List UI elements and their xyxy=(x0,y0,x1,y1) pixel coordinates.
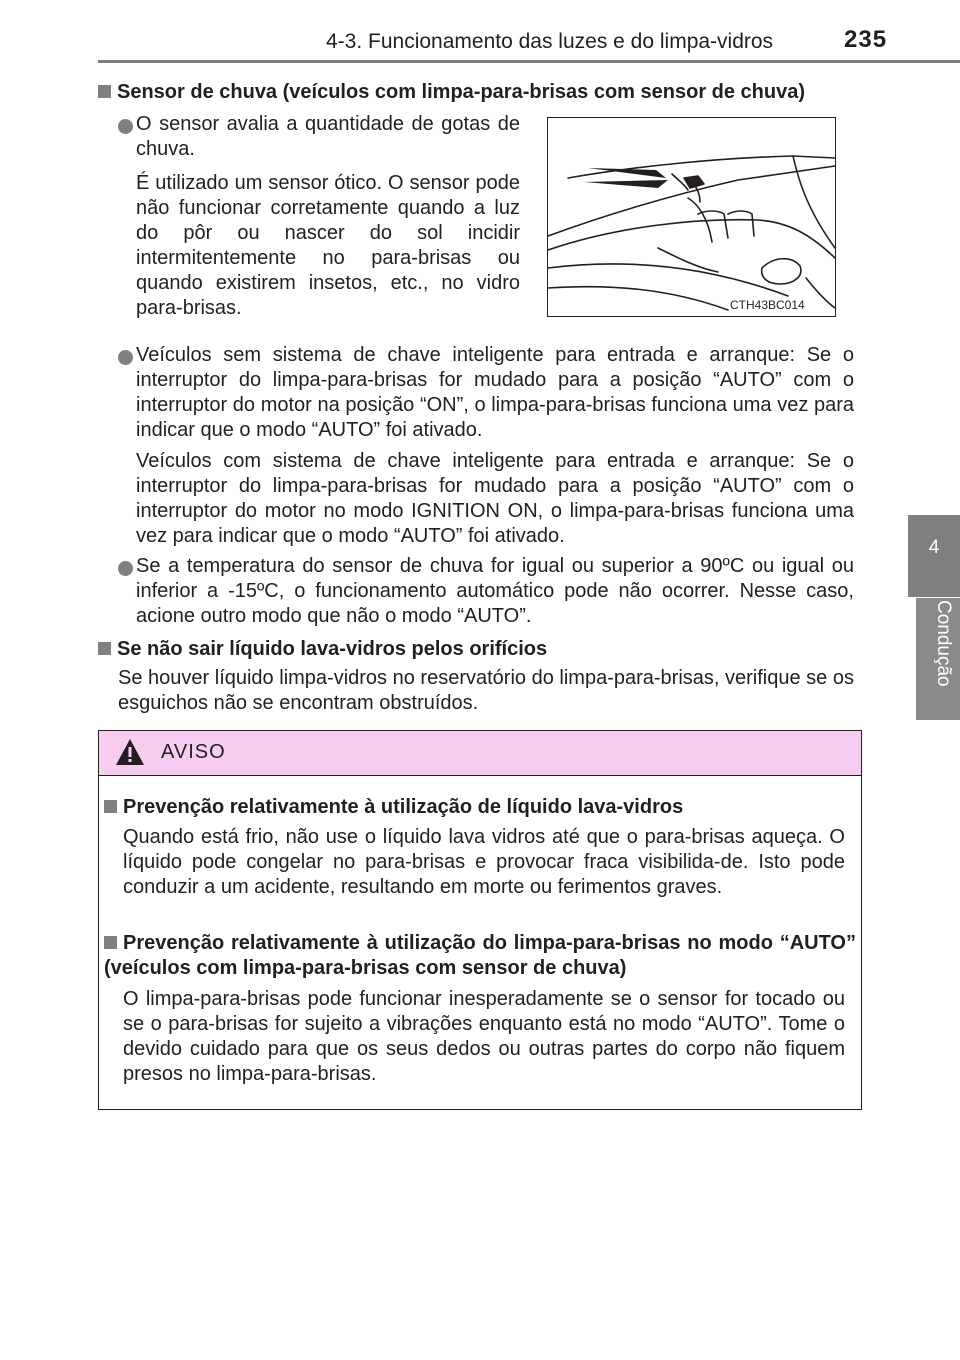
header-rule xyxy=(98,60,960,63)
warning-item-heading-text: Prevenção relativamente à utilização do limpa-para-brisas no modo “AUTO” (veículos com limpa-para-brisas com sensor de chuva) xyxy=(104,932,856,979)
square-bullet-icon xyxy=(98,85,111,98)
header-title: 4-3. Funcionamento das luzes e do limpa-vidros xyxy=(326,30,774,53)
round-bullet-icon xyxy=(118,350,133,365)
bullet-text: Veículos com sistema de chave inteligente para entrada e arranque: Se o interruptor do limpa-para-brisas for mudado para a posição “AUTO” com o interruptor do motor no modo IGNITION ON, o limpa-para-brisas funciona uma vez para indicar que o modo “AUTO” foi ativado. xyxy=(136,450,854,547)
warning-item-heading xyxy=(104,795,854,820)
chapter-label: Condução xyxy=(933,600,954,687)
rain-sensor-illustration xyxy=(547,117,836,317)
round-bullet-icon xyxy=(118,561,133,576)
square-bullet-icon xyxy=(104,800,117,813)
square-bullet-icon xyxy=(98,642,111,655)
figure-code: CTH43BC014 xyxy=(730,298,805,312)
chapter-number: 4 xyxy=(928,537,940,558)
bullet-text: O sensor avalia a quantidade de gotas de chuva. xyxy=(136,113,520,160)
warning-header xyxy=(99,731,861,776)
warning-item-body: O limpa-para-brisas pode funcionar inesperadamente se o sensor for tocado ou se o para-brisas for sujeito a vibrações enquanto está no modo “AUTO”. Tome o devido cuidado para que os seus dedos ou outras partes do corpo não fiquem presos no limpa-para-brisas. xyxy=(123,988,845,1085)
square-bullet-icon xyxy=(104,936,117,949)
bullet-text: Veículos sem sistema de chave inteligente para entrada e arranque: Se o interruptor do limpa-para-brisas for mudado para a posição “AUTO” com o interruptor do motor na posição “ON”, o limpa-para-brisas funciona uma vez para indicar que o modo “AUTO” foi ativado. xyxy=(136,344,854,441)
warning-box xyxy=(98,730,862,1110)
page-number: 235 xyxy=(844,26,888,53)
warning-item-body: Quando está frio, não use o líquido lava vidros até que o para-brisas aqueça. O líquido pode congelar no para-brisas e provocar fraca visibilida-de. Isto pode conduzir a um acidente, resultando em morte ou ferimentos graves. xyxy=(123,826,845,898)
round-bullet-icon xyxy=(118,119,133,134)
warning-triangle-icon xyxy=(115,738,145,766)
warning-item-heading xyxy=(104,931,856,981)
section-body: Se houver líquido limpa-vidros no reservatório do limpa-para-brisas, verifique se os esguichos não se encontram obstruídos. xyxy=(118,667,854,714)
section-heading-text: Sensor de chuva (veículos com limpa-para-brisas com sensor de chuva) xyxy=(117,81,806,103)
bullet-text: Se a temperatura do sensor de chuva for igual ou superior a 90ºC ou igual ou inferior a -15ºC, o funcionamento automático pode não ocorrer. Nesse caso, acione outro modo que não o modo “AUTO”. xyxy=(136,555,854,627)
section-heading-text: Se não sair líquido lava-vidros pelos orifícios xyxy=(117,638,548,660)
warning-item-heading-text: Prevenção relativamente à utilização de líquido lava-vidros xyxy=(123,796,684,818)
windshield-sensor-drawing xyxy=(548,118,835,316)
warning-title: AVISO xyxy=(161,741,226,763)
bullet-text: É utilizado um sensor ótico. O sensor pode não funcionar corretamente quando a luz do pôr ou nascer do sol incidir intermitentemente no para-brisas ou quando existirem insetos, etc., no vidro para-brisas. xyxy=(136,172,520,319)
section-heading-rain-sensor xyxy=(98,80,868,105)
section-heading-washer-fluid xyxy=(98,637,858,662)
